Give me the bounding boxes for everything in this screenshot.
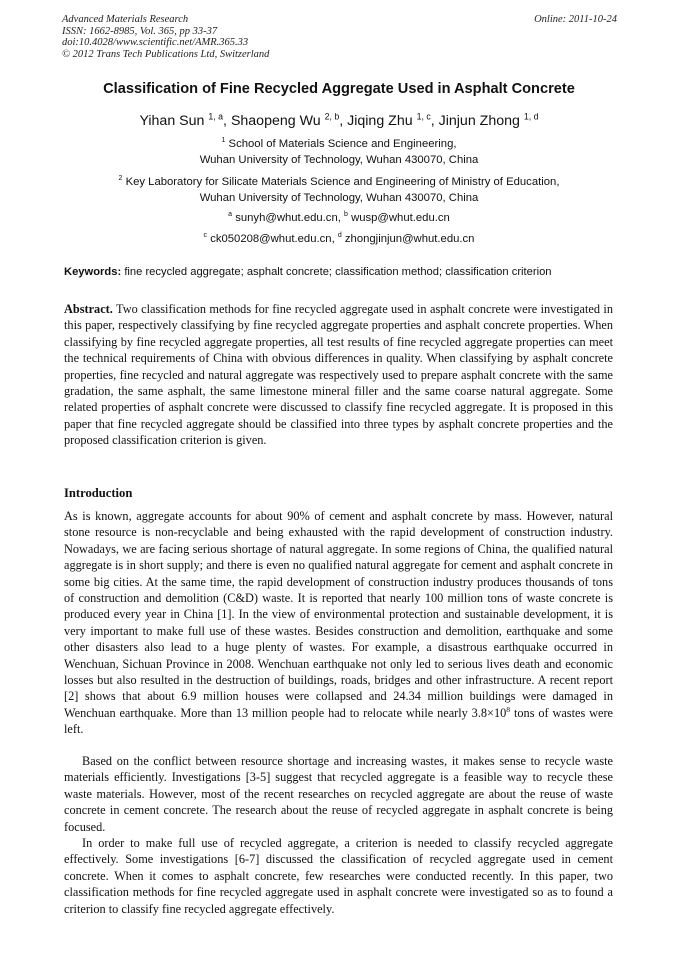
affiliation-text: Wuhan University of Technology, Wuhan 430070, China [199, 191, 479, 204]
email-mark: c [203, 232, 208, 240]
author-name: Shaopeng Wu [230, 113, 321, 129]
email-mark: d [337, 232, 342, 240]
paragraph-text: tons of wastes were left. [64, 705, 613, 737]
author-affiliation-mark: 1, a [208, 111, 224, 122]
exponent: 8 [506, 704, 511, 714]
author-name: Jiqing Zhu [347, 113, 413, 129]
author-affiliation-mark: 1, c [416, 111, 431, 122]
email-address: wusp@whut.edu.cn [351, 212, 450, 224]
email-address: ck050208@whut.edu.cn, [210, 233, 335, 245]
email-mark: b [344, 211, 348, 219]
affiliation-mark: 1 [221, 137, 226, 145]
affiliation-mark: 2 [118, 175, 123, 183]
keywords-text: fine recycled aggregate; asphalt concrete; classification method; classification criterion [124, 266, 552, 278]
author-name: Yihan Sun [139, 113, 205, 129]
issn-line: ISSN: 1662-8985, Vol. 365, pp 33-37 [62, 25, 218, 37]
author-list: Yihan Sun $^{1, a}$, Shaopeng Wu $^{2, b}$, Jiqing Zhu $^{1, c}$, Jinjun Zhong $^{1, d}$ [139, 111, 539, 129]
online-date: Online: 2011-10-24 [534, 14, 617, 25]
email-line-2 [40, 232, 638, 248]
affiliation-1 [40, 137, 638, 168]
paragraph-text: As is known, aggregate accounts for about 90% of cement and asphalt concrete by mass. However, natural stone resource is non-recyclable and being exhausted with the rapid development of construction industry. Nowadays, we are facing serious shortage of natural aggregate. In some regions of China, the qualified natural aggregate is in short supply; and there is even no qualified natural aggregate for cement and asphalt concrete in some big cities. At the same time, the rapid development of construction industry produces thousands of tons of construction and demolition (C&D) waste. It is reported that nearly 100 million tons of waste concrete is produced every year in China [1]. In the view of environmental protection and sustainable development, it is very important to make full use of these wastes. Besides construction and demolition, earthquake and some other disasters also lead to a huge plenty of wastes. For example, a disastrous earthquake occurred in Wenchuan, Sichuan Province in 2008. Wenchuan earthquake not only led to serious lives death and economic losses but also resulted in the destruction of buildings, roads, bridges and other infrastructure. A recent report [2] shows that about 6.9 million houses were collapsed and 24.34 million buildings were damaged in Wenchuan earthquake. More than 13 million people had to relocate while nearly 3.8×10 [64, 509, 613, 720]
keywords [64, 266, 624, 278]
doi-line: doi:10.4028/www.scientific.net/AMR.365.33 [62, 37, 249, 49]
journal-header [62, 14, 617, 60]
affiliation-text: School of Materials Science and Engineering, [228, 138, 457, 150]
intro-paragraph-3: In order to make full use of recycled aggregate, a criterion is needed to classify recycled aggregate effectively. Some investigations [6-7] discussed the classification of recycled aggregate used in cement concrete. When it comes to asphalt concrete, few researches were conducted recently. In this paper, two classification methods for fine recycled aggregate used in asphalt concrete were investigated so as to found a criterion to classify fine recycled aggregate effectively. [64, 836, 613, 916]
affiliation-text: Key Laboratory for Silicate Materials Science and Engineering of Ministry of Education, [125, 176, 560, 188]
abstract-text: Two classification methods for fine recycled aggregate used in asphalt concrete were investigated in this paper, respectively classifying by fine recycled aggregate properties and asphalt concrete properties. When classifying by fine recycled aggregate properties, all test results of fine recycled aggregate properties can meet the technical requirements of China with obvious differences in quality. When classifying by asphalt concrete properties, fine recycled and natural aggregate was respectively used to prepare asphalt concrete with the same gradation, the same asphalt, the same limestone mineral filler and the same coarse natural aggregate. Some related properties of asphalt concrete were discussed to classify fine recycled aggregate. It is proposed in this paper that fine recycled aggregate should be classified into three types by asphalt concrete properties and the proposed classification criterion is given. [64, 302, 614, 448]
copyright-line: © 2012 Trans Tech Publications Ltd, Switzerland [62, 48, 270, 60]
email-mark: a [228, 211, 233, 219]
intro-paragraph-2: Based on the conflict between resource shortage and increasing wastes, it makes sense to recycle waste materials efficiently. Investigations [3-5] suggest that recycled aggregate is a feasible way to recycle these waste materials. However, most of the recent researches on recycled aggregate are about the reuse of waste concrete in cement concrete. The research about the reuse of recycled aggregate in asphalt concrete is being focused. [64, 754, 613, 834]
abstract [64, 301, 613, 449]
email-line-1 [40, 211, 638, 227]
keywords-label: Keywords: [64, 266, 122, 278]
author-affiliation-mark: 1, d [523, 111, 539, 122]
affiliation-text: Wuhan University of Technology, Wuhan 430070, China [199, 153, 479, 166]
author-affiliation-mark: 2, b [324, 111, 340, 122]
affiliation-2 [40, 175, 638, 206]
paper-title: Classification of Fine Recycled Aggregate Used in Asphalt Concrete [103, 81, 575, 97]
intro-paragraph-1 [64, 508, 613, 738]
email-address: zhongjinjun@whut.edu.cn [344, 233, 475, 245]
abstract-label: Abstract. [64, 302, 113, 316]
author-name: Jinjun Zhong [438, 113, 520, 129]
email-address: sunyh@whut.edu.cn, [235, 212, 341, 224]
journal-name: Advanced Materials Research [62, 14, 189, 25]
section-heading-introduction: Introduction [64, 486, 133, 500]
